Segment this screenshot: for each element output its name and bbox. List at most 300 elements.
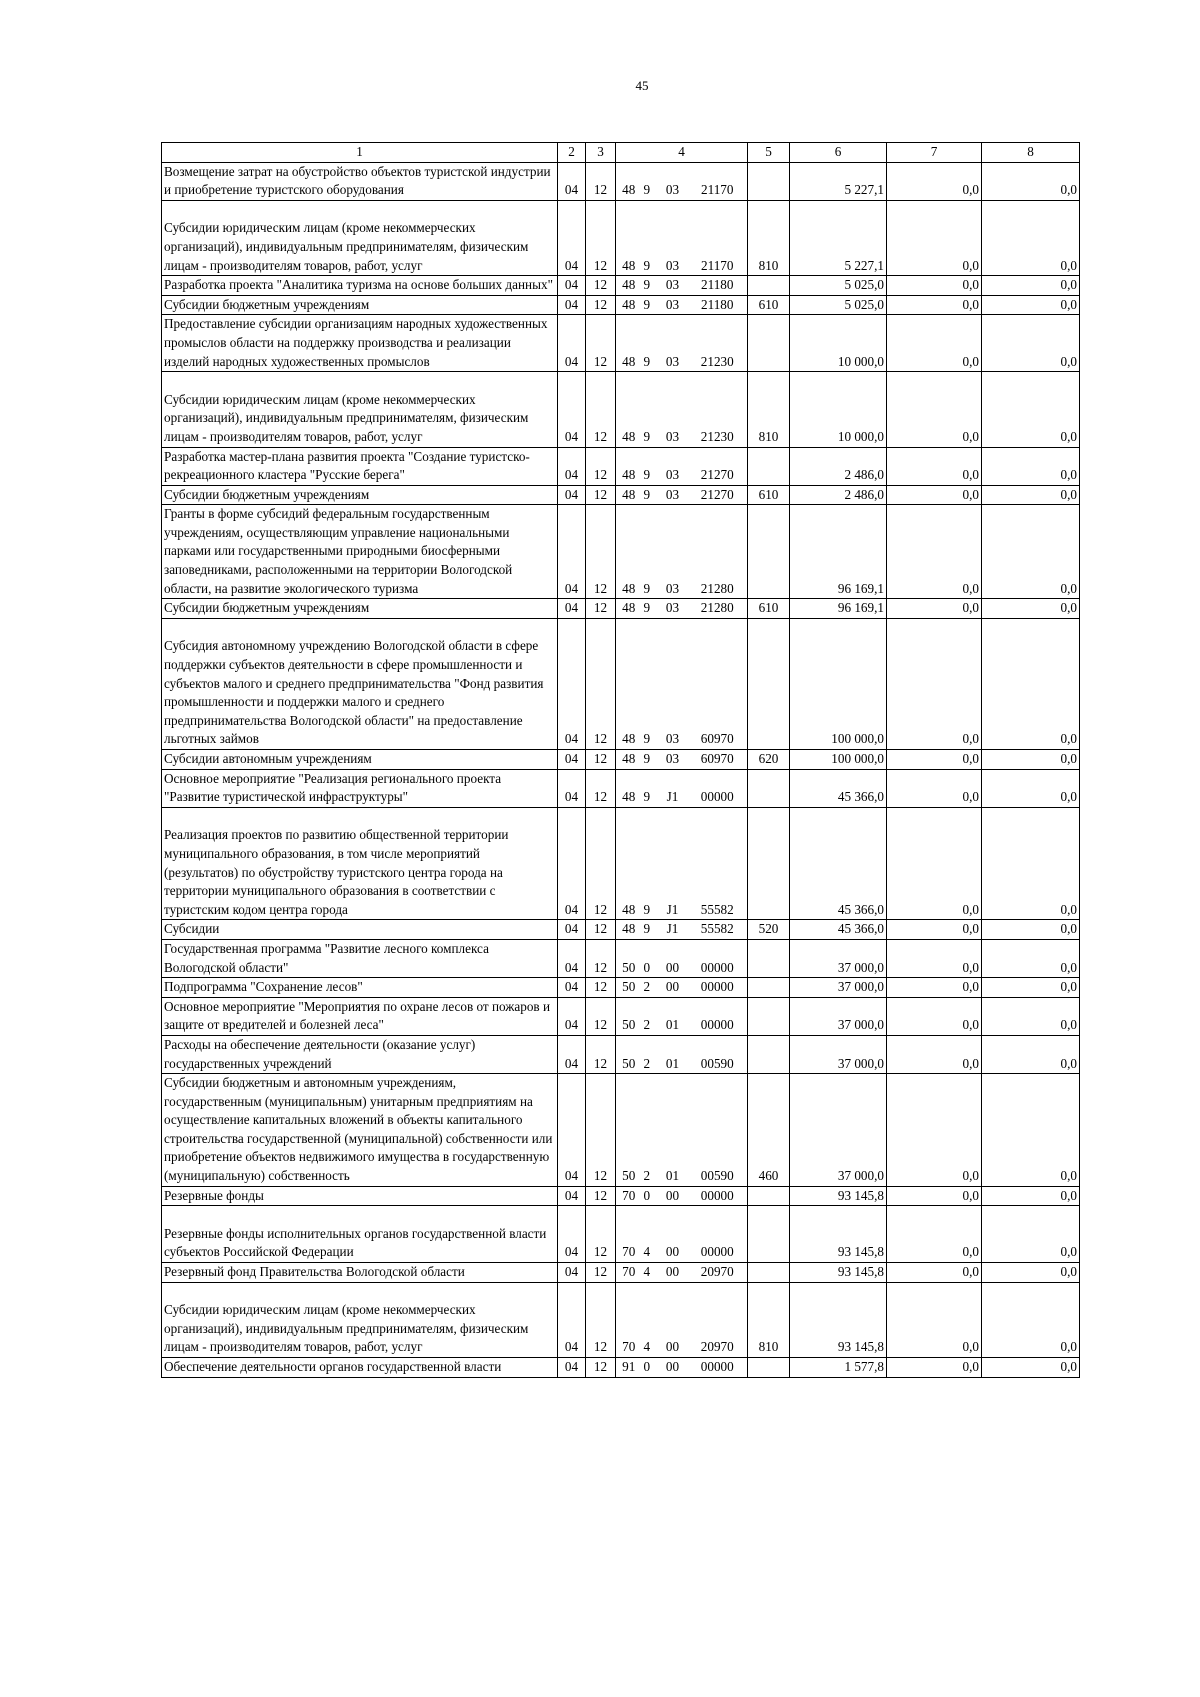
target-article-program: 48 xyxy=(616,485,642,505)
target-article-subprogram: 2 xyxy=(642,978,658,998)
code-subsection: 12 xyxy=(586,447,616,485)
expense-type xyxy=(748,1186,790,1206)
target-article-subprogram: 2 xyxy=(642,1035,658,1073)
code-subsection: 12 xyxy=(586,1206,616,1263)
code-section: 04 xyxy=(558,372,586,447)
row-name-text: Субсидии бюджетным учреждениям xyxy=(164,486,370,502)
amount-year-3: 0,0 xyxy=(982,599,1080,619)
target-article-event: 01 xyxy=(658,1074,688,1187)
target-article-direction: 00000 xyxy=(688,1186,748,1206)
amount-year-1: 10 000,0 xyxy=(790,372,887,447)
table-row xyxy=(162,1186,1080,1206)
row-spacer xyxy=(164,619,555,638)
row-name-text: Субсидии юридическим лицам (кроме некоммерческих организаций), индивидуальным предпринимателям, физическим лицам - производителям товаров, работ, услуг xyxy=(164,220,529,273)
amount-year-2: 0,0 xyxy=(887,1035,982,1073)
amount-year-2: 0,0 xyxy=(887,1282,982,1357)
code-section: 04 xyxy=(558,997,586,1035)
row-name xyxy=(162,1035,558,1073)
target-article-program: 48 xyxy=(616,505,642,599)
amount-year-1: 93 145,8 xyxy=(790,1282,887,1357)
amount-year-3: 0,0 xyxy=(982,1282,1080,1357)
table-row xyxy=(162,618,1080,749)
code-section: 04 xyxy=(558,276,586,296)
code-subsection: 12 xyxy=(586,769,616,807)
target-article-program: 50 xyxy=(616,978,642,998)
row-name-text: Разработка проекта "Аналитика туризма на основе больших данных" xyxy=(164,277,553,293)
target-article-event: 03 xyxy=(658,599,688,619)
target-article-program: 70 xyxy=(616,1282,642,1357)
expense-type xyxy=(748,769,790,807)
code-section: 04 xyxy=(558,447,586,485)
expense-type xyxy=(748,807,790,920)
amount-year-1: 5 025,0 xyxy=(790,295,887,315)
target-article-subprogram: 9 xyxy=(642,200,658,275)
amount-year-2: 0,0 xyxy=(887,1074,982,1187)
target-article-program: 48 xyxy=(616,920,642,940)
amount-year-1: 93 145,8 xyxy=(790,1263,887,1283)
row-name-text: Субсидии бюджетным и автономным учреждениям, государственным (муниципальным) унитарным предприятиям на осуществление капитальных вложений в объекты капитального строительства государственной (муниципальной) собственности или приобретение объектов недвижимого имущества в государственную (муниципальную) собственность xyxy=(164,1075,553,1184)
code-subsection: 12 xyxy=(586,997,616,1035)
amount-year-1: 37 000,0 xyxy=(790,1074,887,1187)
amount-year-3: 0,0 xyxy=(982,750,1080,770)
table-row xyxy=(162,315,1080,372)
row-name-text: Подпрограмма "Сохранение лесов" xyxy=(164,979,363,995)
code-subsection: 12 xyxy=(586,1186,616,1206)
expense-type xyxy=(748,315,790,372)
target-article-event: 00 xyxy=(658,1358,688,1378)
amount-year-2: 0,0 xyxy=(887,807,982,920)
header-cell-3: 3 xyxy=(586,143,616,163)
table-row xyxy=(162,447,1080,485)
code-subsection: 12 xyxy=(586,807,616,920)
expense-type: 810 xyxy=(748,1282,790,1357)
row-spacer xyxy=(164,201,555,220)
code-subsection: 12 xyxy=(586,276,616,296)
amount-year-1: 37 000,0 xyxy=(790,997,887,1035)
amount-year-3: 0,0 xyxy=(982,997,1080,1035)
row-name-text: Предоставление субсидии организациям народных художественных промыслов области на поддержку производства и реализации изделий народных художественных промыслов xyxy=(164,316,548,369)
target-article-program: 48 xyxy=(616,807,642,920)
target-article-subprogram: 9 xyxy=(642,315,658,372)
table-row xyxy=(162,1074,1080,1187)
target-article-subprogram: 9 xyxy=(642,599,658,619)
target-article-event: 01 xyxy=(658,1035,688,1073)
target-article-program: 48 xyxy=(616,750,642,770)
target-article-direction: 00000 xyxy=(688,939,748,977)
expense-type xyxy=(748,162,790,200)
amount-year-3: 0,0 xyxy=(982,162,1080,200)
amount-year-2: 0,0 xyxy=(887,447,982,485)
row-name xyxy=(162,750,558,770)
target-article-event: 00 xyxy=(658,978,688,998)
target-article-event: 00 xyxy=(658,1282,688,1357)
amount-year-3: 0,0 xyxy=(982,1358,1080,1378)
row-name xyxy=(162,447,558,485)
amount-year-2: 0,0 xyxy=(887,1358,982,1378)
target-article-program: 48 xyxy=(616,599,642,619)
row-name-text: Субсидии бюджетным учреждениям xyxy=(164,600,370,616)
code-subsection: 12 xyxy=(586,485,616,505)
header-cell-5: 5 xyxy=(748,143,790,163)
table-row xyxy=(162,920,1080,940)
code-subsection: 12 xyxy=(586,1263,616,1283)
amount-year-3: 0,0 xyxy=(982,920,1080,940)
amount-year-1: 37 000,0 xyxy=(790,1035,887,1073)
row-name-text: Обеспечение деятельности органов государственной власти xyxy=(164,1359,502,1374)
row-name xyxy=(162,1186,558,1206)
target-article-program: 48 xyxy=(616,447,642,485)
target-article-subprogram: 0 xyxy=(642,1358,658,1378)
code-subsection: 12 xyxy=(586,750,616,770)
table-row xyxy=(162,769,1080,807)
code-section: 04 xyxy=(558,1358,586,1378)
amount-year-2: 0,0 xyxy=(887,920,982,940)
target-article-subprogram: 9 xyxy=(642,769,658,807)
code-subsection: 12 xyxy=(586,618,616,749)
code-section: 04 xyxy=(558,978,586,998)
expense-type: 810 xyxy=(748,200,790,275)
amount-year-2: 0,0 xyxy=(887,315,982,372)
amount-year-2: 0,0 xyxy=(887,505,982,599)
target-article-program: 48 xyxy=(616,769,642,807)
target-article-program: 48 xyxy=(616,276,642,296)
target-article-direction: 21180 xyxy=(688,295,748,315)
row-name xyxy=(162,978,558,998)
amount-year-1: 45 366,0 xyxy=(790,769,887,807)
target-article-direction: 21280 xyxy=(688,599,748,619)
amount-year-2: 0,0 xyxy=(887,1263,982,1283)
code-section: 04 xyxy=(558,920,586,940)
expense-type xyxy=(748,447,790,485)
amount-year-2: 0,0 xyxy=(887,769,982,807)
target-article-event: 03 xyxy=(658,295,688,315)
row-name-text: Основное мероприятие "Реализация регионального проекта "Развитие туристической инфраструктуры" xyxy=(164,770,502,805)
target-article-direction: 21180 xyxy=(688,276,748,296)
target-article-direction: 21230 xyxy=(688,372,748,447)
code-subsection: 12 xyxy=(586,1074,616,1187)
row-name xyxy=(162,997,558,1035)
target-article-program: 50 xyxy=(616,997,642,1035)
target-article-direction: 00000 xyxy=(688,769,748,807)
target-article-direction: 00590 xyxy=(688,1074,748,1187)
code-subsection: 12 xyxy=(586,978,616,998)
code-subsection: 12 xyxy=(586,372,616,447)
expense-type: 460 xyxy=(748,1074,790,1187)
target-article-event: 03 xyxy=(658,447,688,485)
code-section: 04 xyxy=(558,807,586,920)
amount-year-2: 0,0 xyxy=(887,599,982,619)
amount-year-3: 0,0 xyxy=(982,618,1080,749)
code-section: 04 xyxy=(558,618,586,749)
target-article-event: 03 xyxy=(658,618,688,749)
row-name xyxy=(162,939,558,977)
row-spacer xyxy=(164,372,555,391)
table-row xyxy=(162,807,1080,920)
target-article-program: 70 xyxy=(616,1186,642,1206)
code-subsection: 12 xyxy=(586,315,616,372)
expense-type: 620 xyxy=(748,750,790,770)
table-row xyxy=(162,599,1080,619)
row-spacer xyxy=(164,1283,555,1302)
code-subsection: 12 xyxy=(586,295,616,315)
target-article-subprogram: 2 xyxy=(642,997,658,1035)
target-article-program: 50 xyxy=(616,1035,642,1073)
expense-type xyxy=(748,1263,790,1283)
target-article-direction: 55582 xyxy=(688,920,748,940)
target-article-subprogram: 9 xyxy=(642,276,658,296)
target-article-program: 70 xyxy=(616,1206,642,1263)
target-article-program: 50 xyxy=(616,939,642,977)
amount-year-1: 45 366,0 xyxy=(790,920,887,940)
row-name xyxy=(162,485,558,505)
target-article-subprogram: 9 xyxy=(642,162,658,200)
target-article-event: J1 xyxy=(658,920,688,940)
amount-year-1: 93 145,8 xyxy=(790,1206,887,1263)
target-article-direction: 21270 xyxy=(688,485,748,505)
expense-type xyxy=(748,997,790,1035)
row-spacer xyxy=(164,808,555,827)
expense-type xyxy=(748,276,790,296)
code-subsection: 12 xyxy=(586,1358,616,1378)
amount-year-2: 0,0 xyxy=(887,1186,982,1206)
code-section: 04 xyxy=(558,1263,586,1283)
row-name-text: Субсидии юридическим лицам (кроме некоммерческих организаций), индивидуальным предпринимателям, физическим лицам - производителям товаров, работ, услуг xyxy=(164,391,529,444)
target-article-direction: 20970 xyxy=(688,1282,748,1357)
header-row xyxy=(162,143,1080,163)
row-name xyxy=(162,276,558,296)
row-name xyxy=(162,920,558,940)
table-row xyxy=(162,485,1080,505)
amount-year-3: 0,0 xyxy=(982,295,1080,315)
target-article-program: 70 xyxy=(616,1263,642,1283)
table-body xyxy=(162,162,1080,1377)
row-name xyxy=(162,315,558,372)
row-name xyxy=(162,1358,558,1378)
row-name xyxy=(162,295,558,315)
row-name-text: Расходы на обеспечение деятельности (оказание услуг) государственных учреждений xyxy=(164,1036,476,1071)
target-article-event: 00 xyxy=(658,1206,688,1263)
amount-year-3: 0,0 xyxy=(982,769,1080,807)
amount-year-3: 0,0 xyxy=(982,447,1080,485)
target-article-program: 48 xyxy=(616,200,642,275)
row-name-text: Резервные фонды xyxy=(164,1187,264,1203)
target-article-program: 50 xyxy=(616,1074,642,1187)
amount-year-1: 93 145,8 xyxy=(790,1186,887,1206)
target-article-program: 91 xyxy=(616,1358,642,1378)
target-article-direction: 60970 xyxy=(688,618,748,749)
amount-year-3: 0,0 xyxy=(982,1074,1080,1187)
target-article-direction: 60970 xyxy=(688,750,748,770)
target-article-event: J1 xyxy=(658,769,688,807)
header-cell-7: 7 xyxy=(887,143,982,163)
table-row xyxy=(162,750,1080,770)
target-article-program: 48 xyxy=(616,295,642,315)
table-row xyxy=(162,997,1080,1035)
code-section: 04 xyxy=(558,769,586,807)
target-article-event: 03 xyxy=(658,315,688,372)
target-article-event: 03 xyxy=(658,200,688,275)
amount-year-2: 0,0 xyxy=(887,372,982,447)
header-cell-2: 2 xyxy=(558,143,586,163)
code-subsection: 12 xyxy=(586,599,616,619)
amount-year-1: 37 000,0 xyxy=(790,939,887,977)
code-section: 04 xyxy=(558,162,586,200)
code-subsection: 12 xyxy=(586,162,616,200)
target-article-direction: 00000 xyxy=(688,1358,748,1378)
row-spacer xyxy=(164,1206,555,1225)
target-article-subprogram: 9 xyxy=(642,372,658,447)
amount-year-2: 0,0 xyxy=(887,276,982,296)
amount-year-1: 5 227,1 xyxy=(790,200,887,275)
amount-year-2: 0,0 xyxy=(887,295,982,315)
header-cell-6: 6 xyxy=(790,143,887,163)
expense-type xyxy=(748,505,790,599)
target-article-event: J1 xyxy=(658,807,688,920)
amount-year-2: 0,0 xyxy=(887,1206,982,1263)
target-article-direction: 20970 xyxy=(688,1263,748,1283)
target-article-subprogram: 4 xyxy=(642,1206,658,1263)
table-row xyxy=(162,939,1080,977)
row-name-text: Государственная программа "Развитие лесного комплекса Вологодской области" xyxy=(164,940,489,975)
target-article-program: 48 xyxy=(616,372,642,447)
target-article-direction: 00000 xyxy=(688,997,748,1035)
amount-year-3: 0,0 xyxy=(982,505,1080,599)
code-section: 04 xyxy=(558,1035,586,1073)
row-name-text: Возмещение затрат на обустройство объектов туристской индустрии и приобретение туристского оборудования xyxy=(164,163,551,198)
target-article-direction: 55582 xyxy=(688,807,748,920)
row-name xyxy=(162,599,558,619)
header-cell-1: 1 xyxy=(162,143,558,163)
target-article-event: 03 xyxy=(658,750,688,770)
expense-type xyxy=(748,939,790,977)
target-article-subprogram: 2 xyxy=(642,1074,658,1187)
table-row xyxy=(162,276,1080,296)
code-section: 04 xyxy=(558,315,586,372)
amount-year-2: 0,0 xyxy=(887,200,982,275)
table-row xyxy=(162,1263,1080,1283)
target-article-direction: 21270 xyxy=(688,447,748,485)
amount-year-1: 5 025,0 xyxy=(790,276,887,296)
row-name xyxy=(162,1263,558,1283)
code-section: 04 xyxy=(558,1186,586,1206)
amount-year-2: 0,0 xyxy=(887,485,982,505)
row-name-text: Резервный фонд Правительства Вологодской области xyxy=(164,1264,465,1280)
amount-year-1: 100 000,0 xyxy=(790,618,887,749)
amount-year-1: 96 169,1 xyxy=(790,505,887,599)
row-name xyxy=(162,1206,558,1263)
amount-year-1: 2 486,0 xyxy=(790,447,887,485)
target-article-event: 03 xyxy=(658,505,688,599)
page-number: 45 xyxy=(635,78,649,93)
amount-year-3: 0,0 xyxy=(982,978,1080,998)
target-article-event: 03 xyxy=(658,372,688,447)
target-article-event: 00 xyxy=(658,1263,688,1283)
header-cell-4: 4 xyxy=(616,143,748,163)
row-name xyxy=(162,200,558,275)
expense-type xyxy=(748,1358,790,1378)
row-name xyxy=(162,1282,558,1357)
row-name-text: Резервные фонды исполнительных органов государственной власти субъектов Российской Федерации xyxy=(164,1225,547,1260)
target-article-event: 03 xyxy=(658,162,688,200)
amount-year-1: 1 577,8 xyxy=(790,1358,887,1378)
amount-year-1: 100 000,0 xyxy=(790,750,887,770)
target-article-direction: 21170 xyxy=(688,162,748,200)
target-article-event: 00 xyxy=(658,939,688,977)
amount-year-3: 0,0 xyxy=(982,1263,1080,1283)
target-article-subprogram: 9 xyxy=(642,295,658,315)
target-article-subprogram: 9 xyxy=(642,750,658,770)
amount-year-2: 0,0 xyxy=(887,978,982,998)
target-article-direction: 21230 xyxy=(688,315,748,372)
code-subsection: 12 xyxy=(586,920,616,940)
code-section: 04 xyxy=(558,1206,586,1263)
header-cell-8: 8 xyxy=(982,143,1080,163)
code-subsection: 12 xyxy=(586,1035,616,1073)
table-row xyxy=(162,1358,1080,1378)
amount-year-3: 0,0 xyxy=(982,485,1080,505)
amount-year-3: 0,0 xyxy=(982,807,1080,920)
code-section: 04 xyxy=(558,295,586,315)
amount-year-1: 37 000,0 xyxy=(790,978,887,998)
amount-year-1: 5 227,1 xyxy=(790,162,887,200)
row-name-text: Разработка мастер-плана развития проекта "Создание туристско-рекреационного кластера "Русские берега" xyxy=(164,448,530,483)
amount-year-1: 10 000,0 xyxy=(790,315,887,372)
code-subsection: 12 xyxy=(586,200,616,275)
expense-type xyxy=(748,1035,790,1073)
expense-type xyxy=(748,1206,790,1263)
amount-year-2: 0,0 xyxy=(887,939,982,977)
target-article-subprogram: 9 xyxy=(642,447,658,485)
target-article-event: 03 xyxy=(658,485,688,505)
table-row xyxy=(162,1282,1080,1357)
code-section: 04 xyxy=(558,505,586,599)
amount-year-2: 0,0 xyxy=(887,162,982,200)
row-name-text: Субсидия автономному учреждению Вологодской области в сфере поддержки субъектов деятельности в сфере промышленности и субъектов малого и среднего предпринимательства "Фонд развития промышленности и поддержки малого и среднего предпринимательства Вологодской области" на предоставление льготных займов xyxy=(164,638,544,747)
target-article-subprogram: 0 xyxy=(642,939,658,977)
target-article-event: 00 xyxy=(658,1186,688,1206)
target-article-direction: 21170 xyxy=(688,200,748,275)
target-article-subprogram: 9 xyxy=(642,485,658,505)
row-name-text: Гранты в форме субсидий федеральным государственным учреждениям, осуществляющим управление национальными парками или государственными природными биосферными заповедниками, расположенными на территории Вологодской области, на развитие экологического туризма xyxy=(164,506,513,596)
row-name-text: Субсидии автономным учреждениям xyxy=(164,751,372,766)
target-article-subprogram: 4 xyxy=(642,1263,658,1283)
amount-year-3: 0,0 xyxy=(982,372,1080,447)
amount-year-3: 0,0 xyxy=(982,200,1080,275)
expense-type: 610 xyxy=(748,295,790,315)
table-row xyxy=(162,295,1080,315)
table-row xyxy=(162,372,1080,447)
row-name-text: Реализация проектов по развитию общественной территории муниципального образования, в том числе мероприятий (результатов) по обустройству туристского центра города на территории муниципального образования в соответствии с туристским кодом центра города xyxy=(164,827,509,917)
amount-year-2: 0,0 xyxy=(887,997,982,1035)
amount-year-3: 0,0 xyxy=(982,315,1080,372)
table-row xyxy=(162,1206,1080,1263)
row-name xyxy=(162,372,558,447)
amount-year-3: 0,0 xyxy=(982,1035,1080,1073)
amount-year-1: 2 486,0 xyxy=(790,485,887,505)
amount-year-2: 0,0 xyxy=(887,750,982,770)
expense-type: 810 xyxy=(748,372,790,447)
table-row xyxy=(162,505,1080,599)
code-section: 04 xyxy=(558,750,586,770)
code-subsection: 12 xyxy=(586,505,616,599)
target-article-event: 03 xyxy=(658,276,688,296)
target-article-program: 48 xyxy=(616,618,642,749)
target-article-subprogram: 0 xyxy=(642,1186,658,1206)
row-name-text: Субсидии xyxy=(164,921,220,937)
code-section: 04 xyxy=(558,1282,586,1357)
expense-type xyxy=(748,978,790,998)
row-name xyxy=(162,162,558,200)
